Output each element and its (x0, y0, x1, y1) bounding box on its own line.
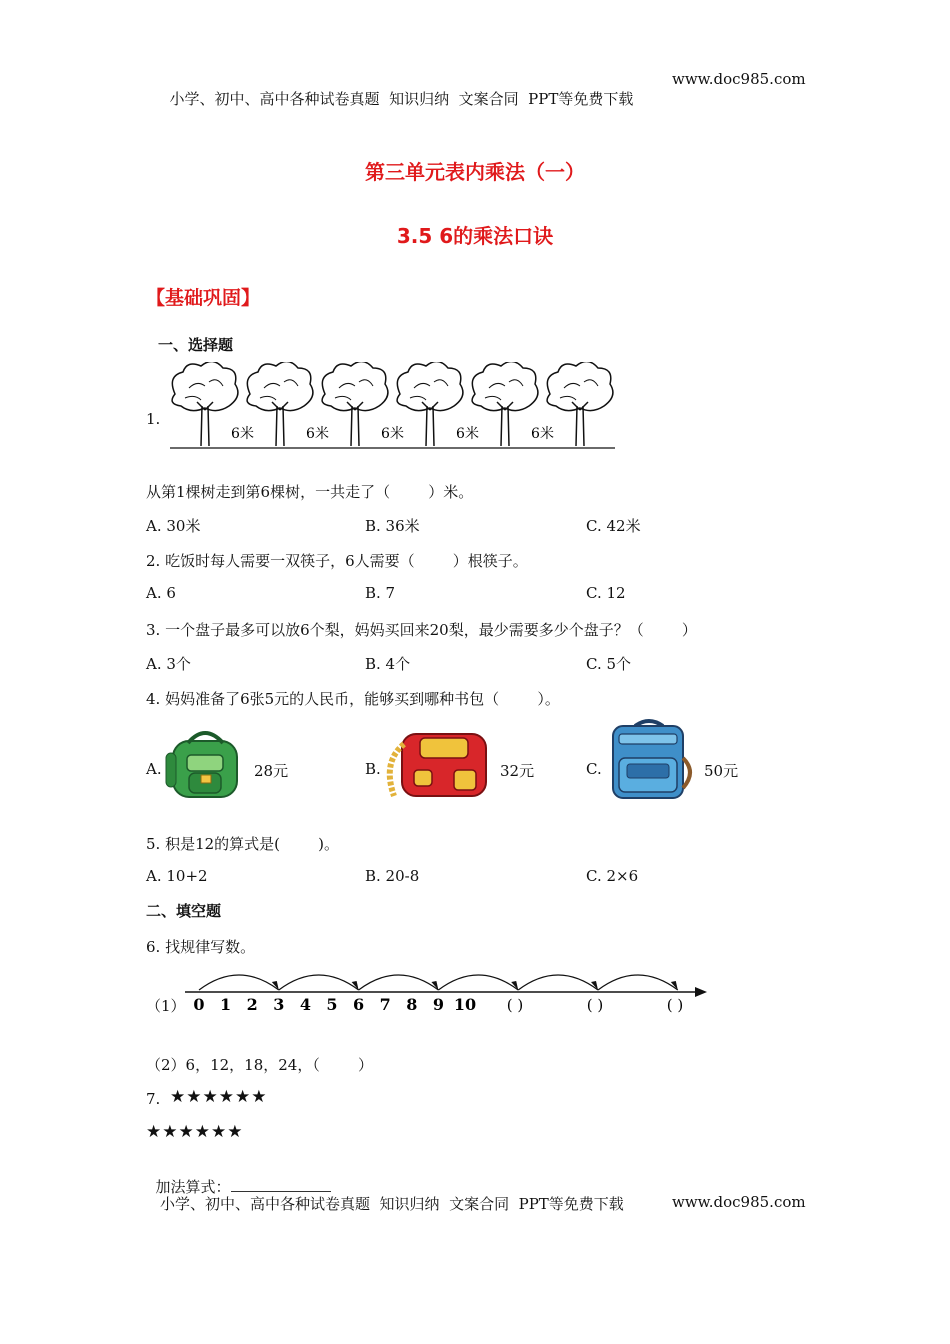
q4-option-c-letter: C. (586, 760, 602, 778)
tree-icon (322, 362, 388, 446)
tree-icon (397, 362, 463, 446)
page-header (160, 70, 633, 109)
number-line-label: 0 (193, 995, 205, 1014)
q2-option-b: B. 7 (365, 584, 396, 602)
tree-gap-label: 6米 (531, 426, 554, 442)
backpack-icon (380, 722, 495, 802)
q4-text: 4. 妈妈准备了6张5元的人民币，能够买到哪种书包（ ）。 (146, 690, 560, 708)
q3-text: 3. 一个盘子最多可以放6个梨，妈妈买回来20梨，最少需要多少个盘子？（ ） (146, 621, 697, 639)
number-line-label: 9 (432, 995, 444, 1014)
tree-icon (247, 362, 313, 446)
page-subtitle: 3.5 6的乘法口诀 (396, 224, 554, 248)
q7-stars-row1: ★★★★★★ (170, 1087, 268, 1107)
tree-icon (172, 362, 238, 446)
q4-option-c-price: 50元 (704, 762, 739, 780)
q7-number: 7. (146, 1090, 161, 1108)
q5-option-c: C. 2×6 (586, 867, 639, 885)
q5-option-b: B. 20-8 (365, 867, 420, 885)
footer-site: www.doc985.com (672, 1193, 806, 1211)
q1-number: 1. (146, 410, 161, 428)
q4-option-a-price: 28元 (254, 762, 289, 780)
number-line-label: 3 (273, 995, 285, 1014)
tree-gap-label: 6米 (381, 426, 404, 442)
q7-add-label: 加法算式： (155, 1178, 231, 1196)
q6-text: 6. 找规律写数。 (146, 938, 256, 956)
number-line-blank[interactable]: ( ) (506, 996, 524, 1014)
tree-gap-label: 6米 (306, 426, 329, 442)
backpack-icon (605, 718, 697, 800)
number-line-blank[interactable]: ( ) (586, 996, 604, 1014)
q1-text: 从第1棵树走到第6棵树，一共走了（ ）米。 (146, 483, 474, 501)
q6-sub2: （2）6，12，18，24，（ ） (146, 1056, 373, 1074)
number-line-label: 5 (326, 995, 338, 1014)
backpack-icon (163, 725, 253, 801)
jump-arc (518, 975, 598, 990)
number-line-figure (185, 960, 710, 1020)
q1-option-b: B. 36米 (365, 517, 420, 535)
q1-option-a: A. 30米 (146, 517, 201, 535)
q5-option-a: A. 10+2 (146, 867, 208, 885)
tree-gap-label: 6米 (456, 426, 479, 442)
section-heading: 【基础巩固】 (146, 287, 261, 309)
number-line-label: 7 (379, 995, 391, 1014)
jump-arc (359, 975, 439, 990)
number-line-label: 2 (246, 995, 258, 1014)
number-line-label: 8 (406, 995, 418, 1014)
q7-addition-line (146, 1158, 331, 1197)
number-line-label: 6 (353, 995, 365, 1014)
q2-option-a: A. 6 (146, 584, 176, 602)
part-heading-choice: 一、选择题 (158, 336, 234, 354)
header-text: 小学、初中、高中各种试卷真题 知识归纳 文案合同 PPT等免费下载 (169, 90, 634, 108)
jump-arc (199, 975, 279, 990)
number-line-label: 10 (453, 995, 477, 1014)
page-title: 第三单元表内乘法（一） (365, 160, 585, 184)
jump-arc (598, 975, 678, 990)
tree-row-figure (160, 362, 620, 454)
tree-icon (547, 362, 613, 446)
q3-option-c: C. 5个 (586, 655, 632, 673)
q5-text: 5. 积是12的算式是( )。 (146, 835, 340, 853)
tree-icon (472, 362, 538, 446)
q1-option-c: C. 42米 (586, 517, 641, 535)
q3-option-a: A. 3个 (146, 655, 191, 673)
q6-sub1-label: （1） (146, 997, 186, 1015)
page-footer-text: 小学、初中、高中各种试卷真题 知识归纳 文案合同 PPT等免费下载 (160, 1195, 624, 1213)
jump-arc (279, 975, 359, 990)
q2-option-c: C. 12 (586, 584, 626, 602)
jump-arc (438, 975, 518, 990)
q3-option-b: B. 4个 (365, 655, 411, 673)
number-line-label: 4 (299, 995, 311, 1014)
q4-option-b-price: 32元 (500, 762, 535, 780)
part-heading-fill: 二、填空题 (146, 902, 222, 920)
q2-text: 2. 吃饭时每人需要一双筷子，6人需要（ ）根筷子。 (146, 552, 528, 570)
answer-blank[interactable] (231, 1177, 331, 1192)
q4-option-a-letter: A. (146, 760, 162, 778)
tree-gap-label: 6米 (231, 426, 254, 442)
number-line-label: 1 (220, 995, 232, 1014)
header-site: www.doc985.com (672, 70, 806, 88)
q7-stars-row2: ★★★★★★ (146, 1122, 244, 1142)
number-line-blank[interactable]: ( ) (666, 996, 684, 1014)
q4-option-b-letter: B. (365, 760, 381, 778)
